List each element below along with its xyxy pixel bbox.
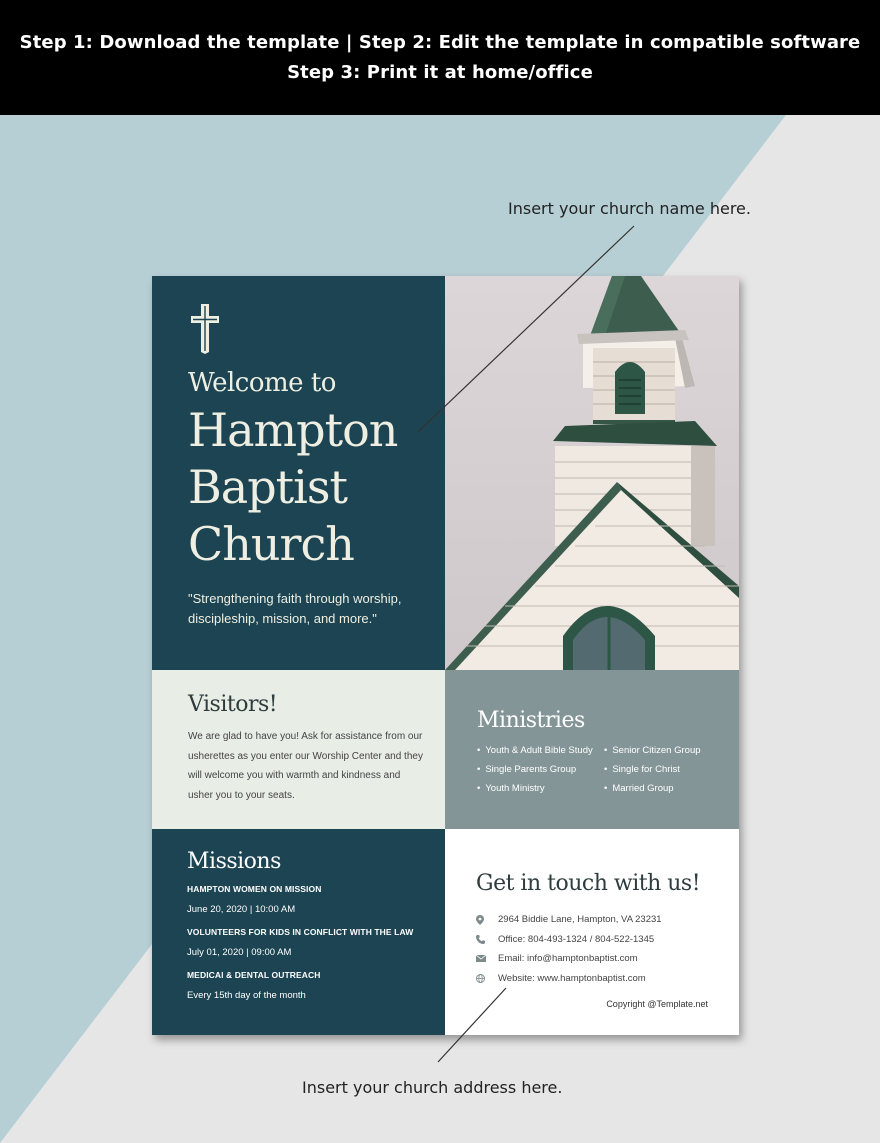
cross-icon bbox=[188, 304, 222, 354]
ministries-title: Ministries bbox=[477, 708, 585, 733]
ministries-section bbox=[445, 670, 739, 829]
church-name-callout: Insert your church name here. bbox=[508, 199, 751, 218]
church-name-line: Baptist bbox=[188, 460, 347, 514]
church-flyer bbox=[152, 276, 739, 1035]
welcome-text: Welcome to bbox=[188, 368, 336, 398]
mission-title: HAMPTON WOMEN ON MISSION bbox=[187, 884, 322, 894]
envelope-icon bbox=[476, 955, 498, 962]
mission-detail: Every 15th day of the month bbox=[187, 990, 306, 1001]
ministry-item: • Single for Christ bbox=[604, 764, 734, 776]
church-name bbox=[188, 402, 445, 573]
mission-detail: June 20, 2020 | 10:00 AM bbox=[187, 904, 296, 915]
visitors-section bbox=[152, 670, 445, 829]
tagline: "Strengthening faith through worship, discipleship, mission, and more." bbox=[188, 591, 402, 626]
phone-icon bbox=[476, 935, 498, 944]
globe-icon bbox=[476, 974, 498, 983]
contact-row bbox=[476, 930, 739, 950]
contact-email: Email: info@hamptonbaptist.com bbox=[498, 953, 638, 965]
contact-address: 2964 Biddie Lane, Hampton, VA 23231 bbox=[498, 914, 662, 926]
mission-title: VOLUNTEERS FOR KIDS IN CONFLICT WITH THE LAW bbox=[187, 927, 414, 937]
missions-title: Missions bbox=[187, 849, 281, 874]
contact-section bbox=[445, 829, 739, 1035]
church-name-line: Church bbox=[188, 517, 354, 571]
ministry-item: • Senior Citizen Group bbox=[604, 745, 734, 757]
contact-list bbox=[476, 910, 739, 988]
location-pin-icon bbox=[476, 915, 498, 925]
instructions-line-1: Step 1: Download the template | Step 2: Edit the template in compatible software bbox=[19, 32, 861, 53]
mission-detail: July 01, 2020 | 09:00 AM bbox=[187, 947, 292, 958]
ministry-item: • Single Parents Group bbox=[477, 764, 604, 776]
contact-phone: Office: 804-493-1324 / 804-522-1345 bbox=[498, 933, 655, 945]
ministry-item: • Youth & Adult Bible Study bbox=[477, 745, 604, 757]
contact-website: Website: www.hamptonbaptist.com bbox=[498, 972, 646, 984]
church-steeple-photo bbox=[445, 276, 739, 670]
church-address-callout: Insert your church address here. bbox=[302, 1078, 563, 1097]
contact-row bbox=[476, 949, 739, 969]
ministry-item: • Youth Ministry bbox=[477, 783, 604, 795]
mission-item bbox=[187, 927, 445, 958]
mission-title: MEDICAl & DENTAL OUTREACH bbox=[187, 970, 321, 980]
copyright-text: Copyright @Template.net bbox=[606, 999, 708, 1009]
visitors-title: Visitors! bbox=[188, 692, 278, 717]
mission-item bbox=[187, 884, 445, 915]
contact-title: Get in touch with us! bbox=[476, 871, 701, 896]
missions-section bbox=[152, 829, 445, 1035]
contact-row bbox=[476, 910, 739, 930]
hero-panel bbox=[152, 276, 445, 670]
instructions-line-2: Step 3: Print it at home/office bbox=[287, 62, 593, 83]
visitors-body: We are glad to have you! Ask for assistance from our usherettes as you enter our Worship Center and they will welcome you with warmth and kindness and usher you to your seats. bbox=[188, 731, 423, 801]
ministries-list bbox=[477, 745, 739, 795]
contact-row bbox=[476, 969, 739, 989]
church-name-line: Hampton bbox=[188, 403, 398, 457]
ministry-item: • Married Group bbox=[604, 783, 734, 795]
instructions-banner bbox=[0, 0, 880, 115]
mission-item bbox=[187, 970, 445, 1001]
